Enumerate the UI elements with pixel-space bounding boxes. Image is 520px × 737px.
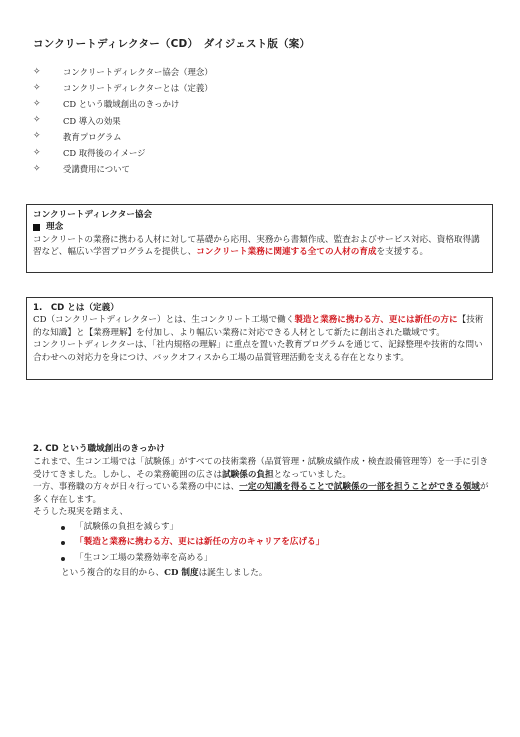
diamond-bullet-icon: ✧ bbox=[33, 66, 41, 77]
toc-item-label: CD 導入の効果 bbox=[63, 115, 121, 126]
list-item: 「製造と業務に携わる方、更には新任の方のキャリアを広げる」 bbox=[65, 536, 493, 552]
definition-text-end: 【技術的な知識】と【業務理解】を付加し、より幅広い業務に対応できる人材として新たに創出された職域です。 bbox=[33, 315, 484, 338]
philosophy-text bbox=[33, 234, 486, 259]
origin-section bbox=[33, 443, 493, 580]
toc-item-label: 教育プログラム bbox=[63, 131, 122, 142]
diamond-bullet-icon: ✧ bbox=[33, 115, 41, 126]
definition-heading: 1. CD とは（定義） bbox=[33, 303, 119, 313]
origin-heading: 2. CD という職域創出のきっかけ bbox=[33, 444, 165, 454]
philosophy-label: 理念 bbox=[46, 222, 64, 233]
diamond-bullet-icon: ✧ bbox=[33, 147, 41, 158]
philosophy-text-part: コンクリートの業務に携わる人材に対して基礎から応用、実務から書類作成、監査およびサービス対応、資格取得講習など、幅広い学習プログラムを提供し、 bbox=[33, 234, 480, 258]
definition-paragraph bbox=[33, 314, 486, 339]
origin-text-part: これまで、生コン工場では「試験係」がすべての技術業務（品質管理・試験成績作成・検査設備管理等）を一手に引き受けてきました。しかし、その業務範囲の広さは bbox=[33, 457, 489, 480]
origin-paragraph-2 bbox=[33, 481, 493, 506]
toc-item bbox=[33, 96, 213, 112]
origin-text-end: が多く存在します。 bbox=[33, 482, 489, 505]
origin-text-end: となっていました。 bbox=[273, 469, 352, 480]
toc-item bbox=[33, 161, 213, 177]
definition-paragraph-2: コンクリートディレクターは、「社内規格の理解」に重点を置いた教育プログラムを通じて、記録整理や技術的な問い合わせへの対応力を身につけ、バックオフィスから工場の品質管理活動を支える存在となります。 bbox=[33, 340, 483, 363]
square-bullet-icon bbox=[33, 224, 40, 231]
origin-text-part: 一方、事務職の方々が日々行っている業務の中には、 bbox=[33, 482, 240, 493]
diamond-bullet-icon: ✧ bbox=[33, 163, 41, 174]
toc-item-label: 受講費用について bbox=[63, 164, 130, 175]
toc-item-label: CD という職域創出のきっかけ bbox=[63, 99, 180, 110]
toc-item-label: コンクリートディレクターとは（定義） bbox=[63, 83, 213, 94]
association-heading: コンクリートディレクター協会 bbox=[33, 210, 153, 220]
origin-paragraph-3: そうした現実を踏まえ、 bbox=[33, 507, 129, 518]
closing-bold-text: CD 制度 bbox=[164, 568, 199, 579]
toc-item bbox=[33, 145, 213, 161]
philosophy-highlight: コンクリート業務に関連する全ての人材の育成 bbox=[196, 247, 377, 258]
toc-item-label: CD 取得後のイメージ bbox=[63, 147, 146, 158]
philosophy-subheading bbox=[33, 221, 486, 233]
origin-closing bbox=[33, 567, 493, 579]
list-item: 「試験係の負担を減らす」 bbox=[65, 521, 493, 537]
definition-text-part: CD（コンクリートディレクター）とは、生コンクリート工場で働く bbox=[33, 315, 295, 326]
toc-item bbox=[33, 129, 213, 145]
document-title: コンクリートディレクター（CD） ダイジェスト版（案） bbox=[33, 38, 311, 50]
closing-text-part: という複合的な目的から、 bbox=[61, 568, 165, 579]
purpose-list bbox=[33, 521, 493, 568]
toc-item bbox=[33, 113, 213, 129]
definition-highlight: 製造と業務に携わる方、更には新任の方に bbox=[294, 315, 458, 326]
diamond-bullet-icon: ✧ bbox=[33, 131, 41, 142]
origin-paragraph-1 bbox=[33, 456, 493, 481]
definition-box bbox=[26, 297, 493, 380]
philosophy-text-end: を支援する。 bbox=[376, 247, 429, 258]
toc-item bbox=[33, 80, 213, 96]
origin-underlined-text: 一定の知識を得ることで試験係の一部を担うことができる領域 bbox=[239, 482, 480, 493]
closing-text-end: は誕生しました。 bbox=[198, 568, 268, 579]
diamond-bullet-icon: ✧ bbox=[33, 82, 41, 93]
philosophy-box bbox=[26, 204, 493, 273]
table-of-contents bbox=[33, 64, 213, 177]
toc-item-label: コンクリートディレクター協会（理念） bbox=[63, 67, 213, 77]
origin-bold-text: 試験係の負担 bbox=[222, 469, 274, 480]
toc-item bbox=[33, 64, 213, 80]
list-item: 「生コン工場の業務効率を高める」 bbox=[65, 552, 493, 568]
diamond-bullet-icon: ✧ bbox=[33, 98, 41, 109]
